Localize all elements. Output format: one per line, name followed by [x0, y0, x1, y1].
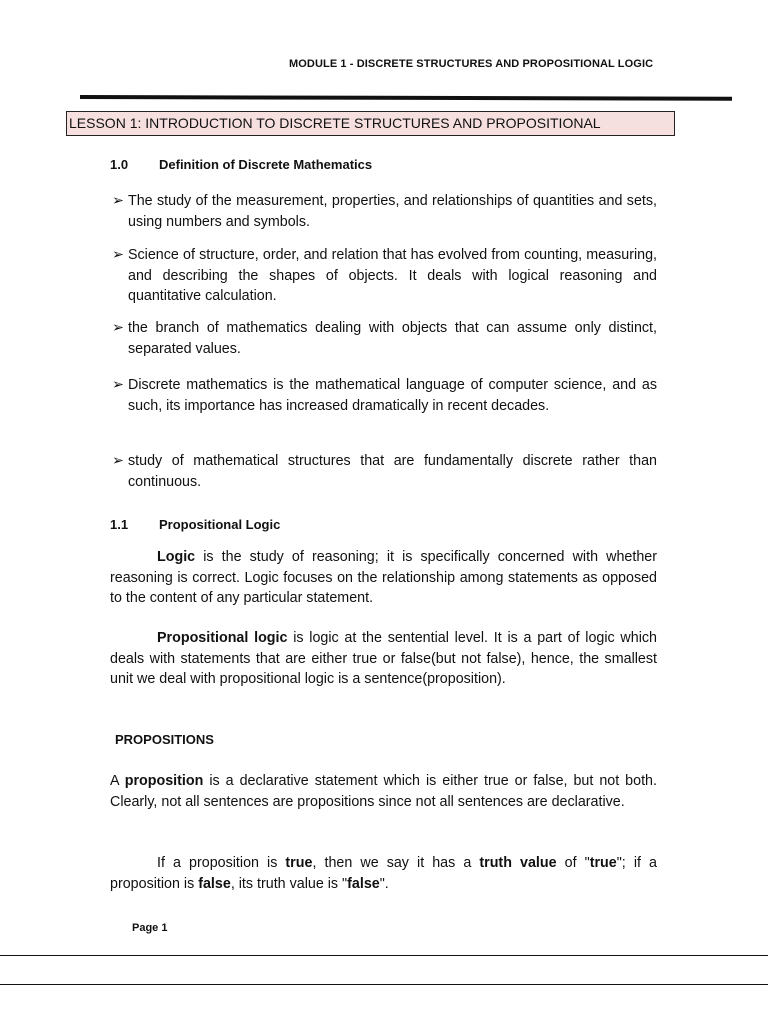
running-header: MODULE 1 - DISCRETE STRUCTURES AND PROPOSITIONAL LOGIC — [289, 58, 654, 70]
propositions-heading: PROPOSITIONS — [115, 732, 214, 747]
lesson-colon: : — [137, 115, 142, 131]
definition-text: Discrete mathematics is the mathematical language of computer science, and as such, its importance has increased dramatically in recent decades. — [128, 377, 657, 414]
arrow-bullet-icon: ➢ — [112, 453, 124, 469]
truth-bold: false — [347, 875, 380, 892]
section-number: 1.1 — [110, 517, 129, 532]
truth-bold: true — [589, 855, 617, 871]
proposition-text: is a declarative statement which is either true or false, but not both. Clearly, not all sentences are propositions since not all sentences are declarative. — [110, 773, 657, 810]
truth-text: If a proposition is — [157, 855, 286, 871]
arrow-bullet-icon: ➢ — [112, 320, 124, 336]
definition-text: The study of the measurement, properties, and relationships of quantities and sets, using numbers and symbols. — [128, 193, 657, 230]
section-heading-propositional-logic — [110, 517, 280, 532]
footer-rule-bottom — [0, 984, 768, 985]
section-title: Definition of Discrete Mathematics — [159, 157, 373, 172]
truth-text: , its truth value is " — [230, 875, 348, 892]
footer-rule-top — [0, 955, 768, 956]
definition-bullet — [112, 375, 657, 416]
header-rule — [80, 95, 732, 101]
logic-text: is the study of reasoning; it is specifically concerned with whether reasoning is correct. Logic focuses on the relationship among statements as opposed to the content of any particular statement. — [110, 549, 657, 606]
definition-text: Science of structure, order, and relation that has evolved from counting, measuring, and describing the shapes of objects. It deals with logical reasoning and quantitative calculation. — [128, 247, 657, 304]
truth-text: ". — [379, 875, 389, 892]
truth-bold: false — [198, 875, 231, 892]
section-title: Propositional Logic — [159, 517, 281, 532]
truth-text: "; if a proposition is — [110, 855, 657, 892]
definition-bullet — [112, 245, 657, 307]
proposition-lead: A — [110, 773, 125, 789]
section-heading-definition — [110, 157, 372, 172]
logic-paragraph — [110, 547, 657, 609]
section-number: 1.0 — [110, 157, 129, 172]
proposition-paragraph — [110, 771, 657, 812]
page-number: Page 1 — [132, 922, 168, 934]
logic-term: Logic — [157, 549, 196, 565]
proposition-term: proposition — [124, 773, 204, 789]
lesson-title: INTRODUCTION TO DISCRETE STRUCTURES AND PROPOSITIONAL — [141, 115, 601, 131]
lesson-title-box — [66, 111, 675, 136]
truth-text: of " — [556, 855, 590, 871]
lesson-label: LESSON 1 — [69, 115, 138, 131]
truth-bold: truth value — [479, 855, 557, 871]
definition-bullet — [112, 451, 657, 492]
definition-text: the branch of mathematics dealing with objects that can assume only distinct, separated values. — [128, 320, 657, 357]
propositional-logic-paragraph — [110, 628, 657, 690]
arrow-bullet-icon: ➢ — [112, 193, 124, 209]
definition-text: study of mathematical structures that are fundamentally discrete rather than continuous. — [128, 453, 657, 490]
truth-bold: true — [285, 855, 313, 871]
truth-value-paragraph — [110, 853, 657, 894]
arrow-bullet-icon: ➢ — [112, 247, 124, 263]
truth-text: , then we say it has a — [312, 855, 480, 871]
arrow-bullet-icon: ➢ — [112, 377, 124, 393]
definition-bullet — [112, 318, 657, 359]
propositional-logic-text: is logic at the sentential level. It is a part of logic which deals with statements that are either true or false(but not false), hence, the smallest unit we deal with propositional logic is a sentence(proposition). — [110, 630, 657, 687]
propositional-logic-term: Propositional logic — [157, 630, 288, 646]
definition-bullet — [112, 191, 657, 232]
